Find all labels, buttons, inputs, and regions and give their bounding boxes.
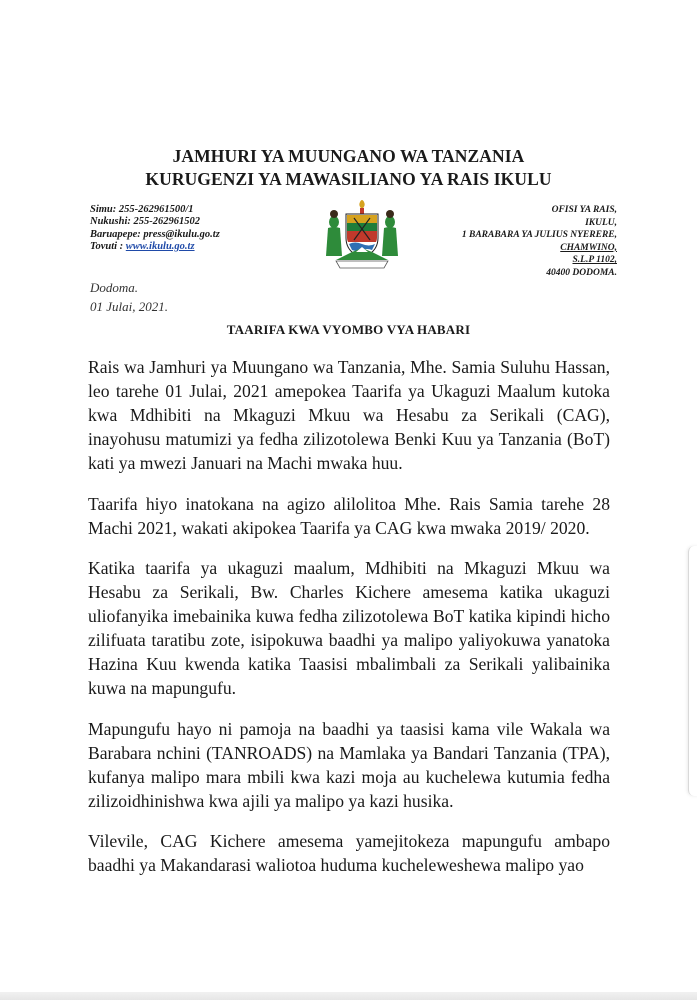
header-line-2: KURUGENZI YA MAWASILIANO YA RAIS IKULU bbox=[145, 169, 552, 189]
paragraph-5: Vilevile, CAG Kichere amesema yamejitokeza mapungufu ambapo baadhi ya Makandarasi waliotoa huduma kucheleweshewa malipo yao bbox=[88, 831, 610, 875]
contact-website bbox=[90, 241, 220, 253]
release-body bbox=[88, 355, 610, 894]
header-line-1: JAMHURI YA MUUNGANO WA TANZANIA bbox=[172, 146, 525, 166]
address-line-3: 1 BARABARA YA JULIUS NYERERE, bbox=[461, 230, 617, 241]
dateline bbox=[90, 278, 168, 316]
bottom-edge bbox=[0, 992, 697, 1000]
address-line-6: 40400 DODOMA. bbox=[546, 267, 617, 278]
address-line-5: S.L.P 1102, bbox=[572, 255, 617, 266]
paragraph-3: Katika taarifa ya ukaguzi maalum, Mdhibiti na Mkaguzi Mkuu wa Hesabu za Serikali, Bw. Charles Kichere amesema katika ukaguzi uliofanyika imebainika kuwa fedha zilizotolewa BoT katika kipindi hicho zilifuata taratibu zote, isipokuwa baadhi ya malipo yaliyokuwa yanatoka Hazina Kuu kwenda katika Taasisi mbalimbali za Serikali yalibainika kuwa na mapungufu. bbox=[88, 558, 610, 698]
address-line-4: CHAMWINO, bbox=[560, 242, 617, 253]
contact-email: Baruapepe: press@ikulu.go.tz bbox=[90, 228, 220, 240]
address-block bbox=[462, 204, 617, 280]
side-scroll-tab[interactable] bbox=[688, 546, 697, 796]
coat-of-arms-icon bbox=[322, 200, 402, 270]
paragraph-4: Mapungufu hayo ni pamoja na baadhi ya taasisi kama vile Wakala wa Barabara nchini (TANROADS) na Mamlaka ya Bandari Tanzania (TPA), kufanya malipo mara mbili kwa kazi moja au kuchelewa kutumia fedha zilizoidhinishwa kwa ajili ya malipo ya kazi husika. bbox=[88, 718, 610, 811]
contact-fax: Nukushi: 255-262961502 bbox=[90, 216, 200, 228]
dateline-date: 01 Julai, 2021. bbox=[90, 299, 168, 314]
contact-block bbox=[90, 204, 220, 254]
paragraph-1: Rais wa Jamhuri ya Muungano wa Tanzania, Mhe. Samia Suluhu Hassan, leo tarehe 01 Julai, 2021 amepokea Taarifa ya Ukaguzi Maalum kutoka kwa Mdhibiti na Mkaguzi Mkuu wa Hesabu za Serikali (CAG), inayohusu matumizi ya fedha zilizotolewa Benki Kuu ya Tanzania (BoT) kati ya mwezi Januari na Machi mwaka huu. bbox=[88, 357, 610, 473]
website-label: Tovuti : bbox=[90, 241, 126, 253]
address-line-2: IKULU, bbox=[585, 217, 617, 228]
paragraph-2: Taarifa hiyo inatokana na agizo alilolitoa Mhe. Rais Samia tarehe 28 Machi 2021, wakati akipokea Taarifa ya CAG kwa mwaka 2019/ 2020. bbox=[88, 493, 610, 538]
dateline-place: Dodoma. bbox=[90, 280, 139, 295]
contact-phone: Simu: 255-262961500/1 bbox=[90, 204, 194, 215]
address-line-1: OFISI YA RAIS, bbox=[551, 205, 617, 215]
release-title: TAARIFA KWA VYOMBO VYA HABARI bbox=[226, 322, 471, 337]
website-link[interactable]: www.ikulu.go.tz bbox=[125, 241, 195, 253]
